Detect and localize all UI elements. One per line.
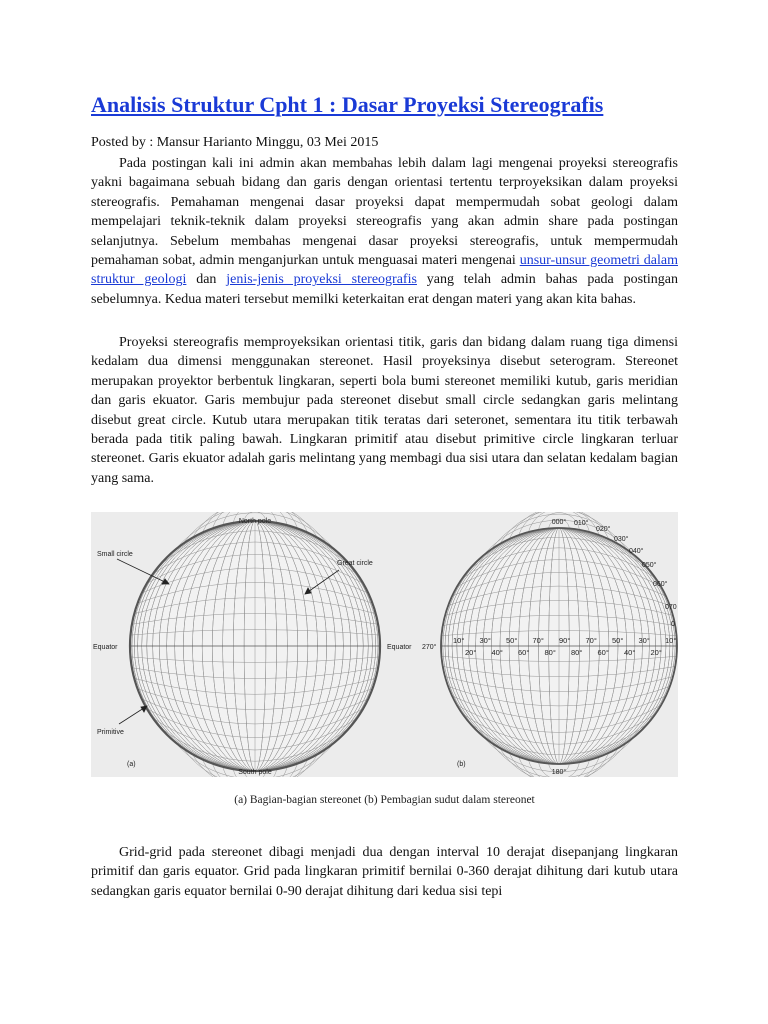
figure-caption: (a) Bagian-bagian stereonet (b) Pembagian sudut dalam stereonet	[234, 794, 535, 806]
link-jenis-proyeksi[interactable]: jenis-jenis proyeksi stereografis	[226, 272, 417, 288]
equator-upper-degree: 30°	[638, 636, 650, 645]
equator-upper-degree: 50°	[612, 636, 624, 645]
paragraph-grid: Grid-grid pada stereonet dibagi menjadi dua dengan interval 10 derajat disepanjang lingkaran primitif dan garis equator. Grid pada lingkaran primitif bernilai 0-360 derajat dihitung dari kutub utara sedangkan garis equator bernilai 0-90 derajat dihitung dari kedua sisi tepi	[91, 845, 678, 899]
link-unsur-geometri[interactable]: unsur-unsur geometri dalam struktur geologi	[91, 253, 678, 288]
equator-lower-degree: 40°	[624, 648, 636, 657]
paragraph-stereonet: Proyeksi stereografis memproyeksikan orientasi titik, garis dan bidang dalam ruang tiga dimensi kedalam dua dimensi menggunakan stereonet. Hasil proyeksinya disebut seterogram. Stereonet merupakan proyektor berbentuk lingkaran, seperti bola bumi stereonet memiliki kutub, garis meridian dan garis ekuator. Garis membujur pada stereonet disebut small circle sedangkan garis melintang disebut great circle. Kutub utara merupakan titik teratas dari seteronet, sementara itu titik terbawah berada pada titik paling bawah. Lingkaran primitif atau disebut primitive circle lingkaran terluar stereonet. Garis ekuator adalah garis melintang yang membagi dua sisi utara dan selatan kedalam bagian yang sama.	[91, 335, 678, 486]
rim-degree-label: 0	[671, 621, 675, 628]
rim-degree-label: 030°	[614, 536, 629, 543]
equator-upper-degree: 90°	[559, 636, 571, 645]
equator-lower-degree: 20°	[465, 648, 477, 657]
post-meta: Posted by : Mansur Harianto Minggu, 03 Mei 2015	[91, 135, 379, 150]
deg-180-label: 180°	[551, 769, 567, 776]
equator-lower-degree: 60°	[518, 648, 530, 657]
rim-degree-label: 040°	[629, 548, 644, 555]
rim-degree-label: 060°	[653, 581, 668, 588]
intro-text-b: dan	[186, 272, 227, 288]
equator-upper-degree: 30°	[479, 636, 491, 645]
rim-degree-label: 050°	[642, 562, 657, 569]
great-circle-label: Great circle	[337, 560, 373, 567]
equator-lower-degree: 40°	[491, 648, 503, 657]
intro-text-c: yang telah admin bahas pada postingan sebelumnya. Kedua materi tersebut memilki keterkaitan erat dengan materi yang akan kita bahas.	[91, 272, 679, 307]
rim-degree-label: 070	[665, 604, 677, 611]
equator-right-label: Equator	[387, 644, 412, 651]
north-pole-label: North pole	[238, 518, 272, 525]
equator-upper-degree: 50°	[506, 636, 518, 645]
equator-upper-degree: 10°	[665, 636, 677, 645]
paragraph-intro	[91, 154, 678, 309]
equator-lower-degree: 20°	[650, 648, 662, 657]
rim-degree-label: 010°	[574, 520, 589, 527]
stereonet-a	[130, 512, 380, 777]
equator-lower-degree: 80°	[544, 648, 556, 657]
small-circle-label: Small circle	[97, 551, 133, 558]
figure-a-tag: (a)	[127, 761, 136, 768]
equator-upper-degree: 70°	[532, 636, 544, 645]
deg-000-label: 000°	[551, 519, 567, 526]
deg-270-label: 270°	[422, 644, 437, 651]
south-pole-label: South pole	[238, 769, 272, 776]
equator-lower-degree: 80°	[571, 648, 583, 657]
equator-lower-degree: 60°	[597, 648, 609, 657]
figure-b-tag: (b)	[457, 761, 466, 768]
stereonet-figure	[91, 512, 678, 777]
equator-left-label: Equator	[93, 644, 118, 651]
intro-text-a: Pada postingan kali ini admin akan membahas lebih dalam lagi mengenai proyeksi stereografis yakni bagaimana sebuah bidang dan garis dengan orientasi tertentu terproyeksikan dalam proyeksi stereografis. Pemahaman mengenai dasar proyeksi dapat mempermudah sobat geologi dalam mempelajari teknik-teknik dalam proyeksi stereografis yang akan admin share pada postingan selanjutnya. Sebelum membahas mengenai dasar proyeksi stereografis, untuk mempermudah pemahaman sobat, admin menganjurkan untuk menguasai materi mengenai	[91, 156, 678, 269]
rim-degree-label: 020°	[596, 526, 611, 533]
primitive-label: Primitive	[97, 729, 124, 736]
equator-upper-degree: 10°	[453, 636, 465, 645]
post-title[interactable]: Analisis Struktur Cpht 1 : Dasar Proyeksi Stereografis	[91, 92, 604, 117]
equator-upper-degree: 70°	[585, 636, 597, 645]
